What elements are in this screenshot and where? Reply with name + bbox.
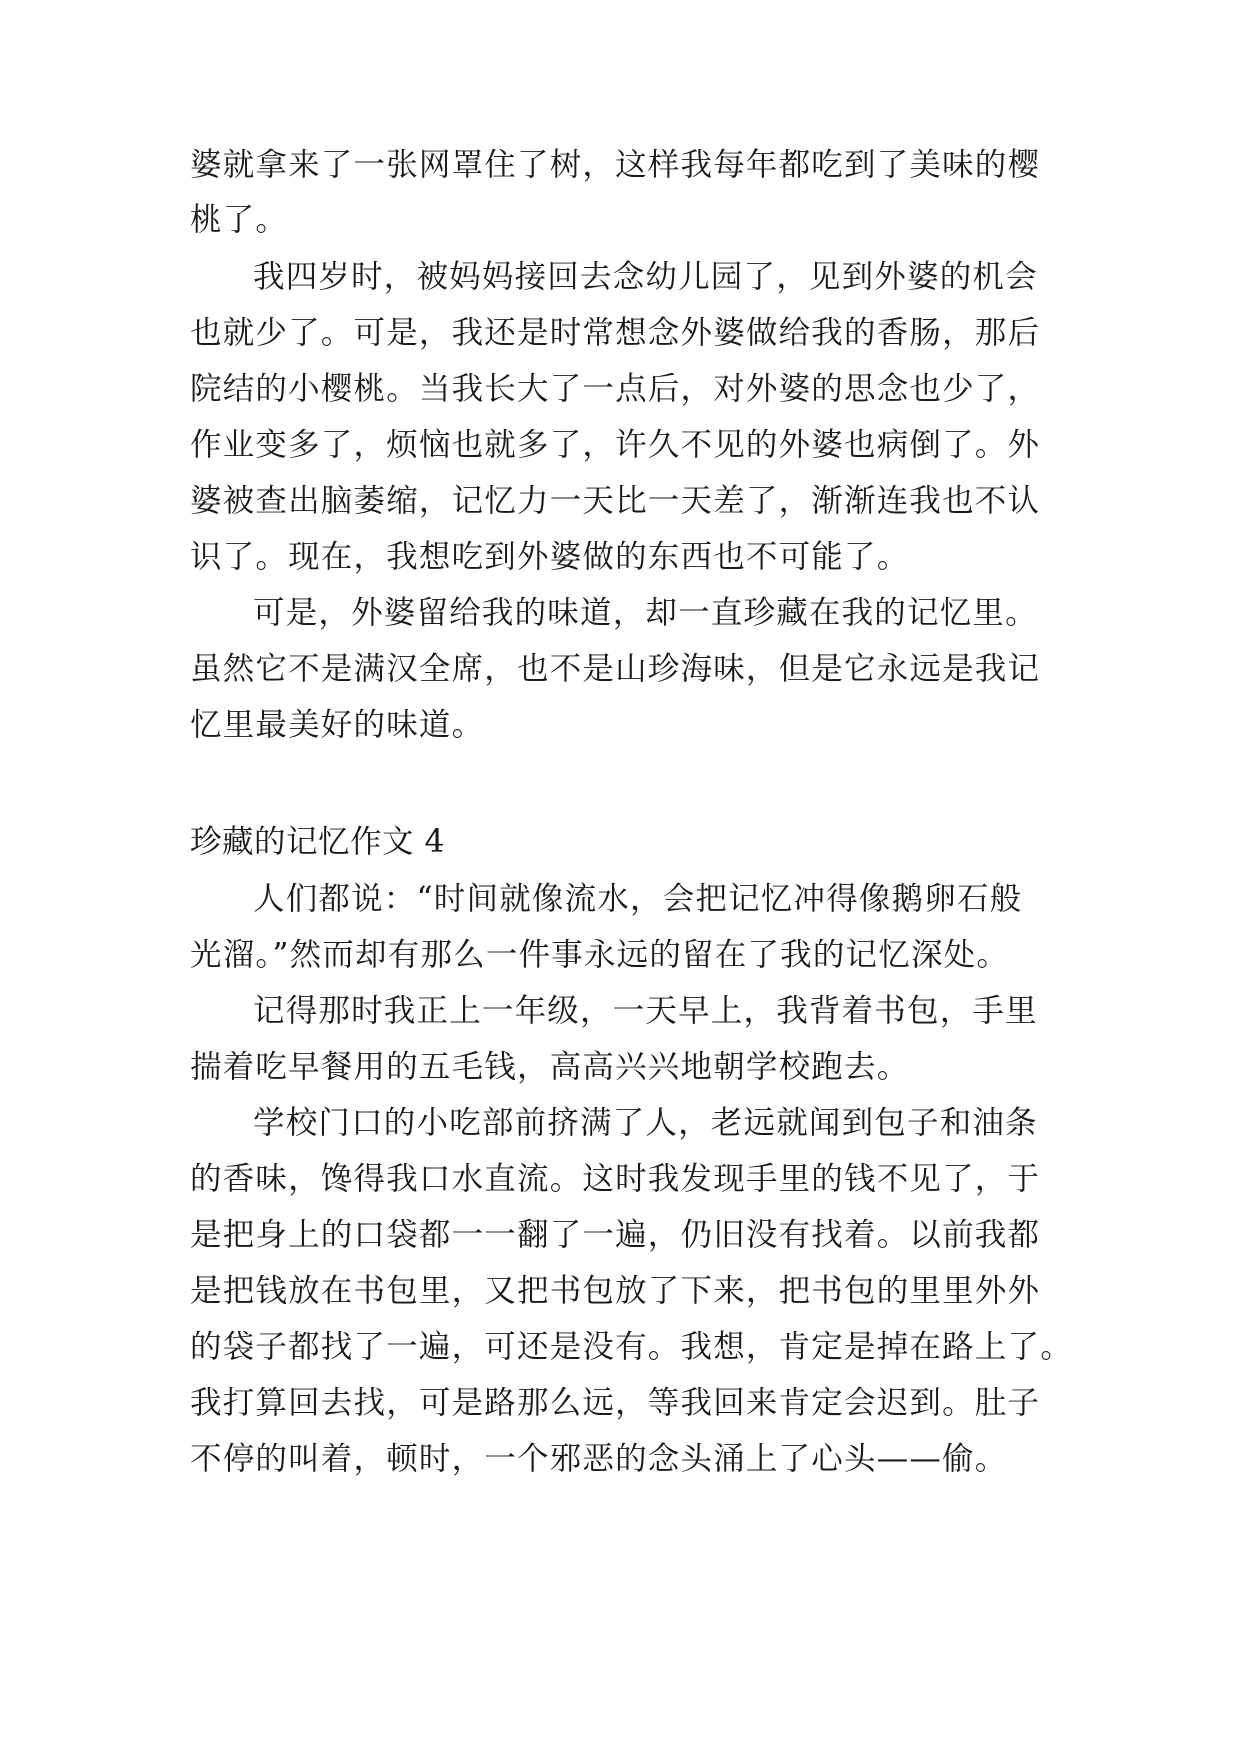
text-line: 的袋子都找了一遍，可还是没有。我想，肯定是掉在路上了。 — [190, 1329, 1073, 1365]
section-heading: 珍藏的记忆作文 4 — [190, 824, 446, 860]
text-line: 也就少了。可是，我还是时常想念外婆做给我的香肠，那后 — [190, 315, 1041, 351]
text-line: 识了。现在，我想吃到外婆做的东西也不可能了。 — [190, 539, 910, 575]
text-line: 我打算回去找，可是路那么远，等我回来肯定会迟到。肚子 — [190, 1385, 1041, 1421]
paragraph-first-line: 人们都说：“时间就像流水，会把记忆冲得像鹅卵石般 — [253, 881, 1023, 917]
paragraph-first-line: 学校门口的小吃部前挤满了人，老远就闻到包子和油条 — [253, 1105, 1038, 1141]
text-line: 婆被查出脑萎缩，记忆力一天比一天差了，渐渐连我也不认 — [190, 483, 1041, 519]
text-line: 院结的小樱桃。当我长大了一点后，对外婆的思念也少了， — [190, 371, 1041, 407]
paragraph-first-line: 可是，外婆留给我的味道，却一直珍藏在我的记忆里。 — [253, 595, 1038, 631]
text-line: 揣着吃早餐用的五毛钱，高高兴兴地朝学校跑去。 — [190, 1049, 910, 1085]
text-line: 作业变多了，烦恼也就多了，许久不见的外婆也病倒了。外 — [190, 427, 1041, 463]
paragraph-first-line: 我四岁时，被妈妈接回去念幼儿园了，见到外婆的机会 — [253, 259, 1038, 295]
paragraph-first-line: 记得那时我正上一年级，一天早上，我背着书包，手里 — [253, 993, 1038, 1029]
text-line: 光溜。”然而却有那么一件事永远的留在了我的记忆深处。 — [190, 937, 1010, 973]
text-line: 的香味，馋得我口水直流。这时我发现手里的钱不见了，于 — [190, 1161, 1041, 1197]
text-line: 虽然它不是满汉全席，也不是山珍海味，但是它永远是我记 — [190, 651, 1041, 687]
text-line: 婆就拿来了一张网罩住了树，这样我每年都吃到了美味的樱 — [190, 147, 1041, 183]
text-line: 不停的叫着，顿时，一个邪恶的念头涌上了心头——偷。 — [190, 1441, 1008, 1477]
text-line: 是把钱放在书包里，又把书包放了下来，把书包的里里外外 — [190, 1273, 1041, 1309]
text-line: 桃了。 — [190, 202, 289, 238]
text-line: 是把身上的口袋都一一翻了一遍，仍旧没有找着。以前我都 — [190, 1217, 1041, 1253]
text-line: 忆里最美好的味道。 — [190, 707, 485, 743]
